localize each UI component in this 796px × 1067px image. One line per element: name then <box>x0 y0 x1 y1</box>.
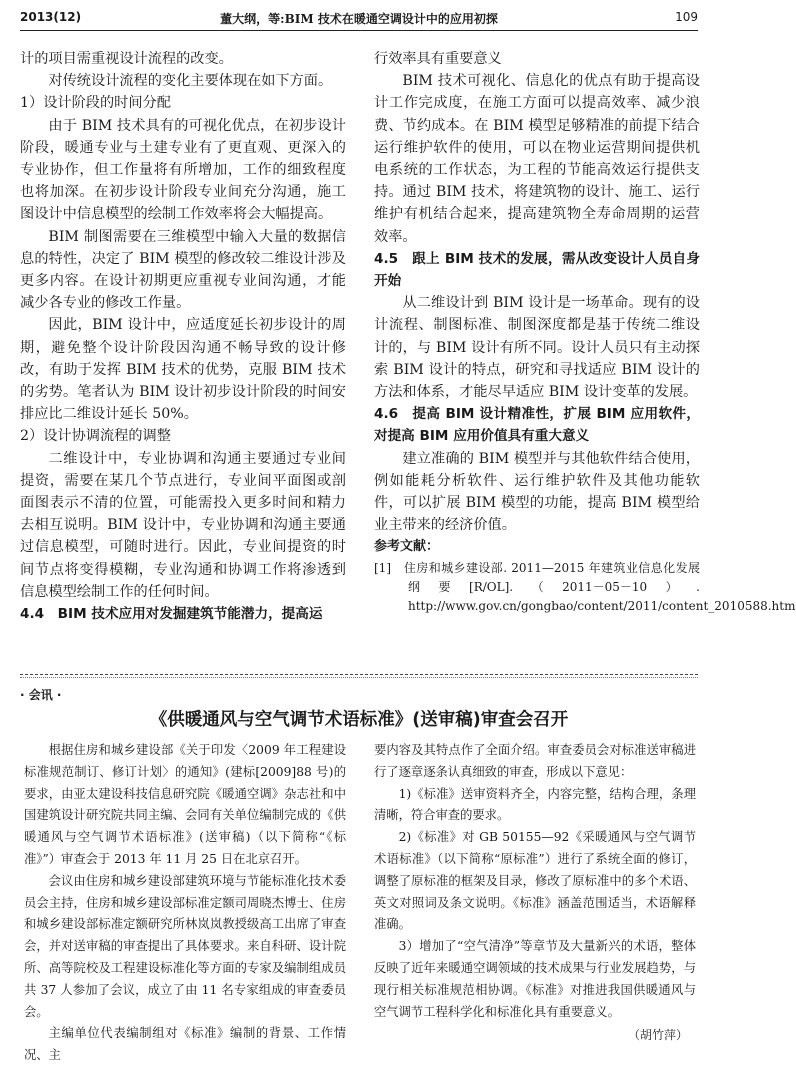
news-section-tag: · 会讯 · <box>20 688 62 702</box>
paragraph: 计的项目需重视设计流程的改变。 <box>20 51 233 67</box>
paragraph: 对传统设计流程的变化主要体现在如下方面。 <box>48 73 333 90</box>
paragraph: 从二维设计到 BIM 设计是一场革命。现有的设计流程、制图标准、制图深度都是基于传统二维设计的，与 BIM 设计有所不同。设计人员只有主动探索 BIM 设计的特点，研究和寻找适应 BIM 设计的方法和体系，才能尽早适应 BIM 设计变革的发展。 <box>374 295 700 401</box>
paragraph: 要内容及其特点作了全面介绍。审查委员会对标准送审稿进行了逐章逐条认真细致的审查，形成以下意见： <box>374 743 696 779</box>
section-divider-secondary <box>20 677 698 678</box>
section-heading: 4.4 BIM 技术应用对发掘建筑节能潜力，提高运 <box>20 606 323 623</box>
running-title: 董大纲，等:BIM 技术在暖通空调设计中的应用初探 <box>220 12 498 26</box>
paragraph: BIM 制图需要在三维模型中输入大量的数据信息的特性，决定了 BIM 模型的修改较二维设计涉及更多内容。在设计初期更应重视专业间沟通，才能减少各专业的修改工作量。 <box>20 228 346 312</box>
paragraph: 1）设计阶段的时间分配 <box>20 95 171 112</box>
news-title: 《供暖通风与空气调节术语标准》(送审稿)审查会召开 <box>149 710 569 730</box>
news-left-column <box>24 740 346 1067</box>
paragraph: 2）设计协调流程的调整 <box>20 428 171 445</box>
references-heading: 参考文献： <box>374 539 440 555</box>
paragraph: BIM 技术可视化、信息化的优点有助于提高设计工作完成度，在施工方面可以提高效率、减少浪费、节约成本。在 BIM 模型足够精准的前提下结合运行维护软件的使用，可以在物业运营期间提供机电系统的工作状态，为工程的节能高效运行提供支持。通过 BIM 技术，将建筑物的设计、施工、运行维护有机结合起来，提高建筑物全寿命周期的运营效率。 <box>374 73 700 245</box>
journal-issue: 2013(12) <box>20 10 82 24</box>
news-paragraph: 会议由住房和城乡建设部建筑环境与节能标准化技术委员会主持，住房和城乡建设部标准定额司周晓杰博士、住房和城乡建设部标准定额研究所林岚岚教授级高工出席了审查会，并对送审稿的审查提出了具体要求。来自科研、设计院所、高等院校及工程建设标准化等方面的专家及编制组成员共 37 人参加了会议，成立了由 11 名专家组成的审查委员会。 <box>24 873 346 1019</box>
header-rule <box>20 30 698 31</box>
section-heading: 4.5 跟上 BIM 技术的发展，需从改变设计人员自身开始 <box>374 250 700 290</box>
paragraph: 建立准确的 BIM 模型并与其他软件结合使用，例如能耗分析软件、运行维护软件及其他功能软件，可以扩展 BIM 模型的功能，提高 BIM 模型给业主带来的经济价值。 <box>374 450 700 534</box>
paragraph: 1)《标准》送审资料齐全，内容完整，结构合理，条理清晰，符合审查的要求。 <box>374 786 696 823</box>
reference-item: [1] 住房和城乡建设部. 2011—2015 年建筑业信息化发展纲要[R/OL].（2011－05－10）. http://www.gov.cn/gongbao/content/2011/content_2010588.htm <box>374 560 796 613</box>
section-divider <box>20 674 698 675</box>
section-heading: 4.6 提高 BIM 设计精准性，扩展 BIM 应用软件，对提高 BIM 应用价值具有重大意义 <box>374 406 700 445</box>
page-number: 109 <box>675 10 698 24</box>
article-left-column <box>20 48 346 625</box>
paragraph: 2)《标准》对 GB 50155—92《采暖通风与空气调节术语标准》（以下简称“原标准”）进行了系统全面的修订，调整了原标准的框架及目录，修改了原标准中的多个术语、英文对照词及条文说明。《标准》涵盖范围适当，术语解释准确。 <box>374 830 696 932</box>
news-paragraph: 根据住房和城乡建设部《关于印发〈2009 年工程建设标准规范制订、修订计划〉的通知》(建标[2009]88 号)的要求，由亚太建设科技信息研究院《暖通空调》杂志社和中国建筑设计研究院共同主编、会同有关单位编制完成的《供暖通风与空气调节术语标准》(送审稿)（以下简称“《标准》”）审查会于 2013 年 11 月 25 日在北京召开。 <box>24 743 346 866</box>
paragraph: 因此，BIM 设计中，应适度延长初步设计的周期，避免整个设计阶段因沟通不畅导致的设计修改，有助于发挥 BIM 技术的优势，克服 BIM 技术的劣势。笔者认为 BIM 设计初步设计阶段的时间安排应比二维设计延长 50%。 <box>20 317 346 423</box>
paragraph: 由于 BIM 技术具有的可视化优点，在初步设计阶段，暖通专业与土建专业有了更直观、更深入的专业协作，但工作量将有所增加，工作的细致程度也将加深。在初步设计阶段专业间充分沟通，施工图设计中信息模型的绘制工作效率将会大幅提高。 <box>20 117 346 223</box>
paragraph: 二维设计中，专业协调和沟通主要通过专业间提资，需要在某几个节点进行，专业间平面图或剖面图表示不清的位置，可能需投入更多时间和精力去相互说明。BIM 设计中，专业协调和沟通主要通过信息模型，可随时进行。因此，专业间提资的时间节点将变得模糊，专业沟通和协调工作将渗透到信息模型绘制工作的任何时间。 <box>20 450 346 600</box>
article-right-column <box>374 48 796 616</box>
page-header <box>20 6 698 30</box>
news-paragraph: 主编单位代表编制组对《标准》编制的背景、工作情况、主 <box>24 1026 346 1063</box>
news-right-column <box>374 740 696 1047</box>
news-author-signature: （胡竹萍） <box>627 1028 688 1043</box>
paragraph: 行效率具有重要意义 <box>374 51 502 67</box>
paragraph: 3）增加了“空气清净”等章节及大量新兴的术语，整体反映了近年来暖通空调领域的技术成果与行业发展趋势，与现行相关标准规范相协调。《标准》对推进我国供暖通风与空气调节工程科学化和标准化具有重要意义。 <box>374 939 696 1019</box>
